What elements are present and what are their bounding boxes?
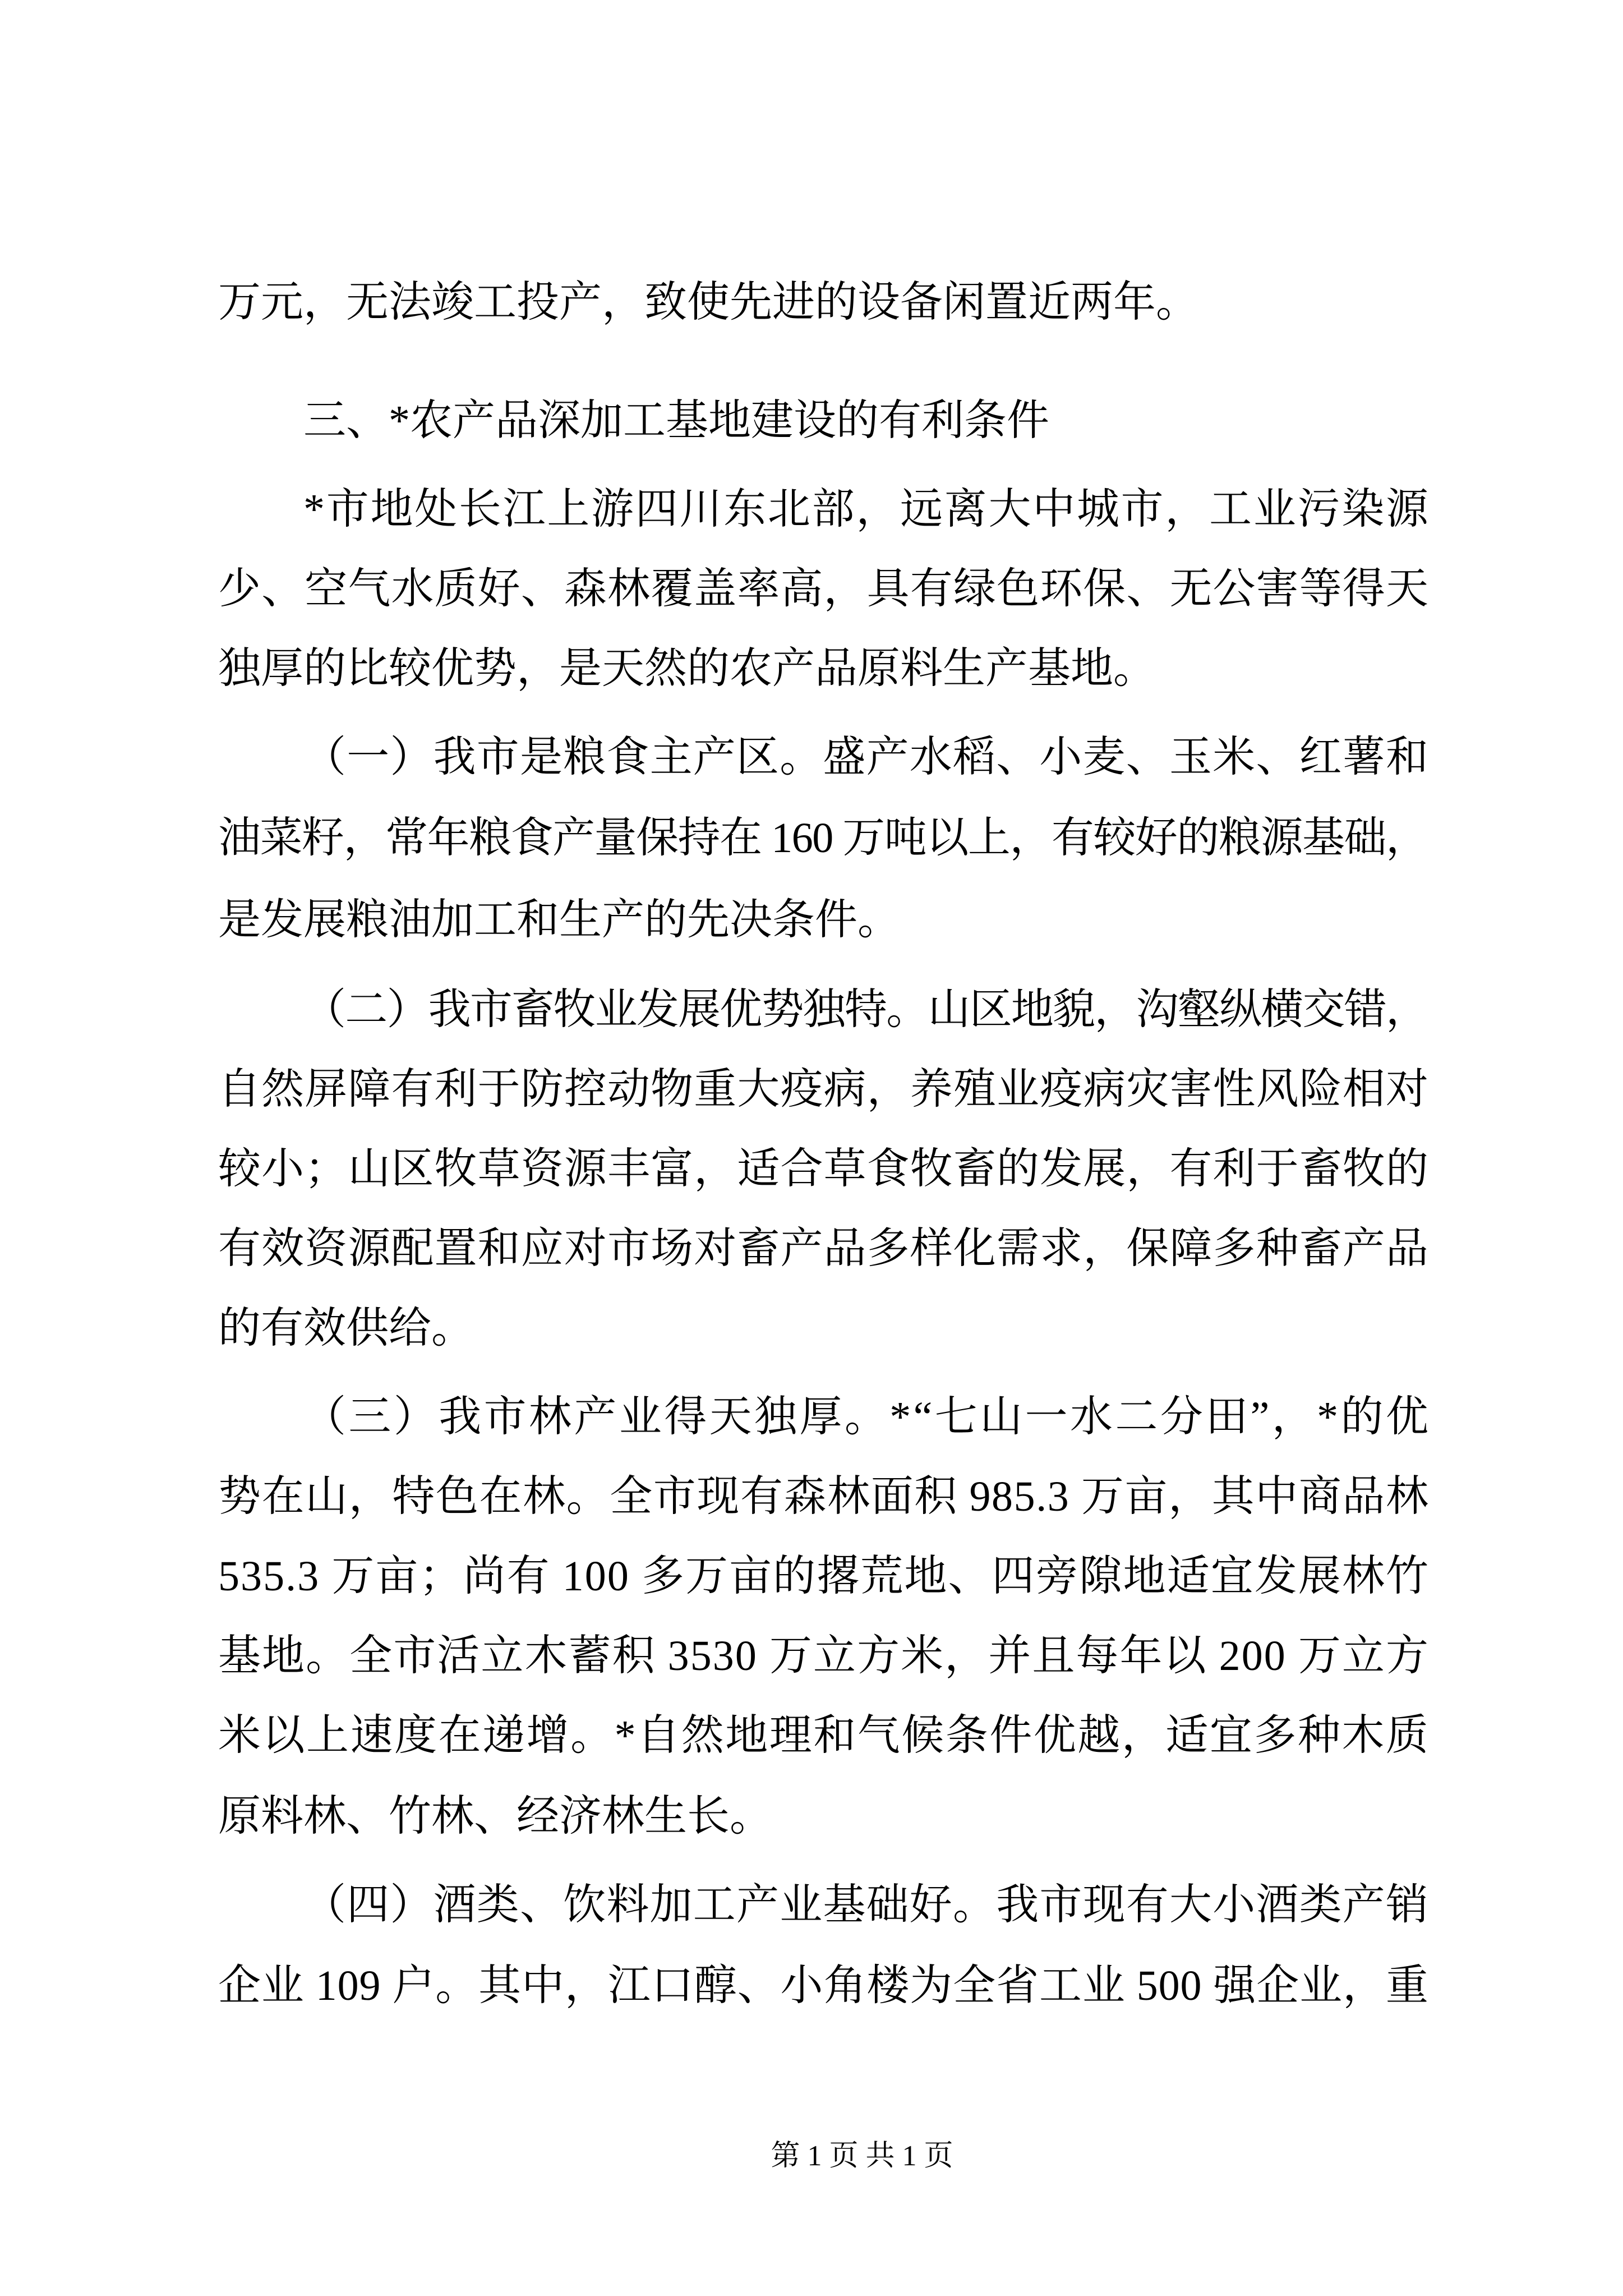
text-line (218, 1061, 1428, 1117)
line-text: 油菜籽，常年粮食产量保持在 160 万吨以上，有较好的粮源基础， (218, 815, 1428, 862)
line-text: （一）我市是粮食主产区。盛产水稻、小麦、玉米、红薯和 (303, 734, 1430, 781)
line-text: （二）我市畜牧业发展优势独特。山区地貌，沟壑纵横交错， (303, 986, 1428, 1033)
page-footer (701, 2137, 1023, 2176)
line-text: 米以上速度在递增。*自然地理和气候条件优越，适宜多种木质 (218, 1712, 1430, 1759)
text-line (218, 481, 1428, 537)
line-text: 少、空气水质好、森林覆盖率高，具有绿色环保、无公害等得天 (218, 565, 1430, 613)
text-line (218, 1469, 1428, 1525)
text-line (218, 1877, 1428, 1933)
line-text: 535.3 万亩；尚有 100 多万亩的撂荒地、四旁隙地适宜发展林竹 (218, 1553, 1430, 1600)
line-text: （四）酒类、饮料加工产业基础好。我市现有大小酒类产销 (303, 1881, 1430, 1929)
line-text: （三）我市林产业得天独厚。*“七山一水二分田”，*的优 (303, 1393, 1431, 1441)
text-line (218, 1628, 1428, 1684)
line-text: 的有效供给。 (218, 1305, 474, 1352)
page-number-label: 第 1 页 共 1 页 (771, 2140, 953, 2172)
text-line (218, 1958, 1428, 2014)
text-line (218, 1788, 1428, 1844)
line-text: 较小；山区牧草资源丰富，适合草食牧畜的发展，有利于畜牧的 (218, 1145, 1430, 1193)
line-text: 有效资源配置和应对市场对畜产品多样化需求，保障多种畜产品 (218, 1225, 1430, 1272)
text-line (218, 1708, 1428, 1764)
text-line (218, 561, 1428, 617)
line-text: 自然屏障有利于防控动物重大疫病，养殖业疫病灾害性风险相对 (218, 1066, 1430, 1113)
line-text: 万元，无法竣工投产，致使先进的设备闲置近两年。 (218, 279, 1198, 326)
heading-text: 三、*农产品深加工基地建设的有利条件 (303, 397, 1049, 444)
text-line (218, 810, 1428, 866)
text-line (218, 1548, 1428, 1604)
text-line (218, 1221, 1428, 1277)
text-line (218, 641, 1428, 697)
line-text: 原料林、竹林、经济林生长。 (218, 1793, 772, 1840)
line-text: *市地处长江上游四川东北部，远离大中城市，工业污染源 (303, 486, 1430, 533)
line-text: 势在山，特色在林。全市现有森林面积 985.3 万亩，其中商品林 (218, 1473, 1430, 1520)
text-line (218, 274, 1428, 330)
text-line (218, 982, 1428, 1038)
line-text: 是发展粮油加工和生产的先决条件。 (218, 896, 900, 944)
text-line (218, 1141, 1428, 1197)
line-text: 基地。全市活立木蓄积 3530 万立方米，并且每年以 200 万立方 (218, 1632, 1430, 1680)
heading-line (218, 393, 1428, 449)
line-text: 企业 109 户。其中，江口醇、小角楼为全省工业 500 强企业，重 (218, 1962, 1429, 2009)
text-line (218, 1389, 1431, 1445)
line-text: 独厚的比较优势，是天然的农产品原料生产基地。 (218, 645, 1156, 692)
text-line (218, 892, 1428, 948)
text-line (218, 729, 1428, 785)
text-line (218, 1300, 1428, 1356)
